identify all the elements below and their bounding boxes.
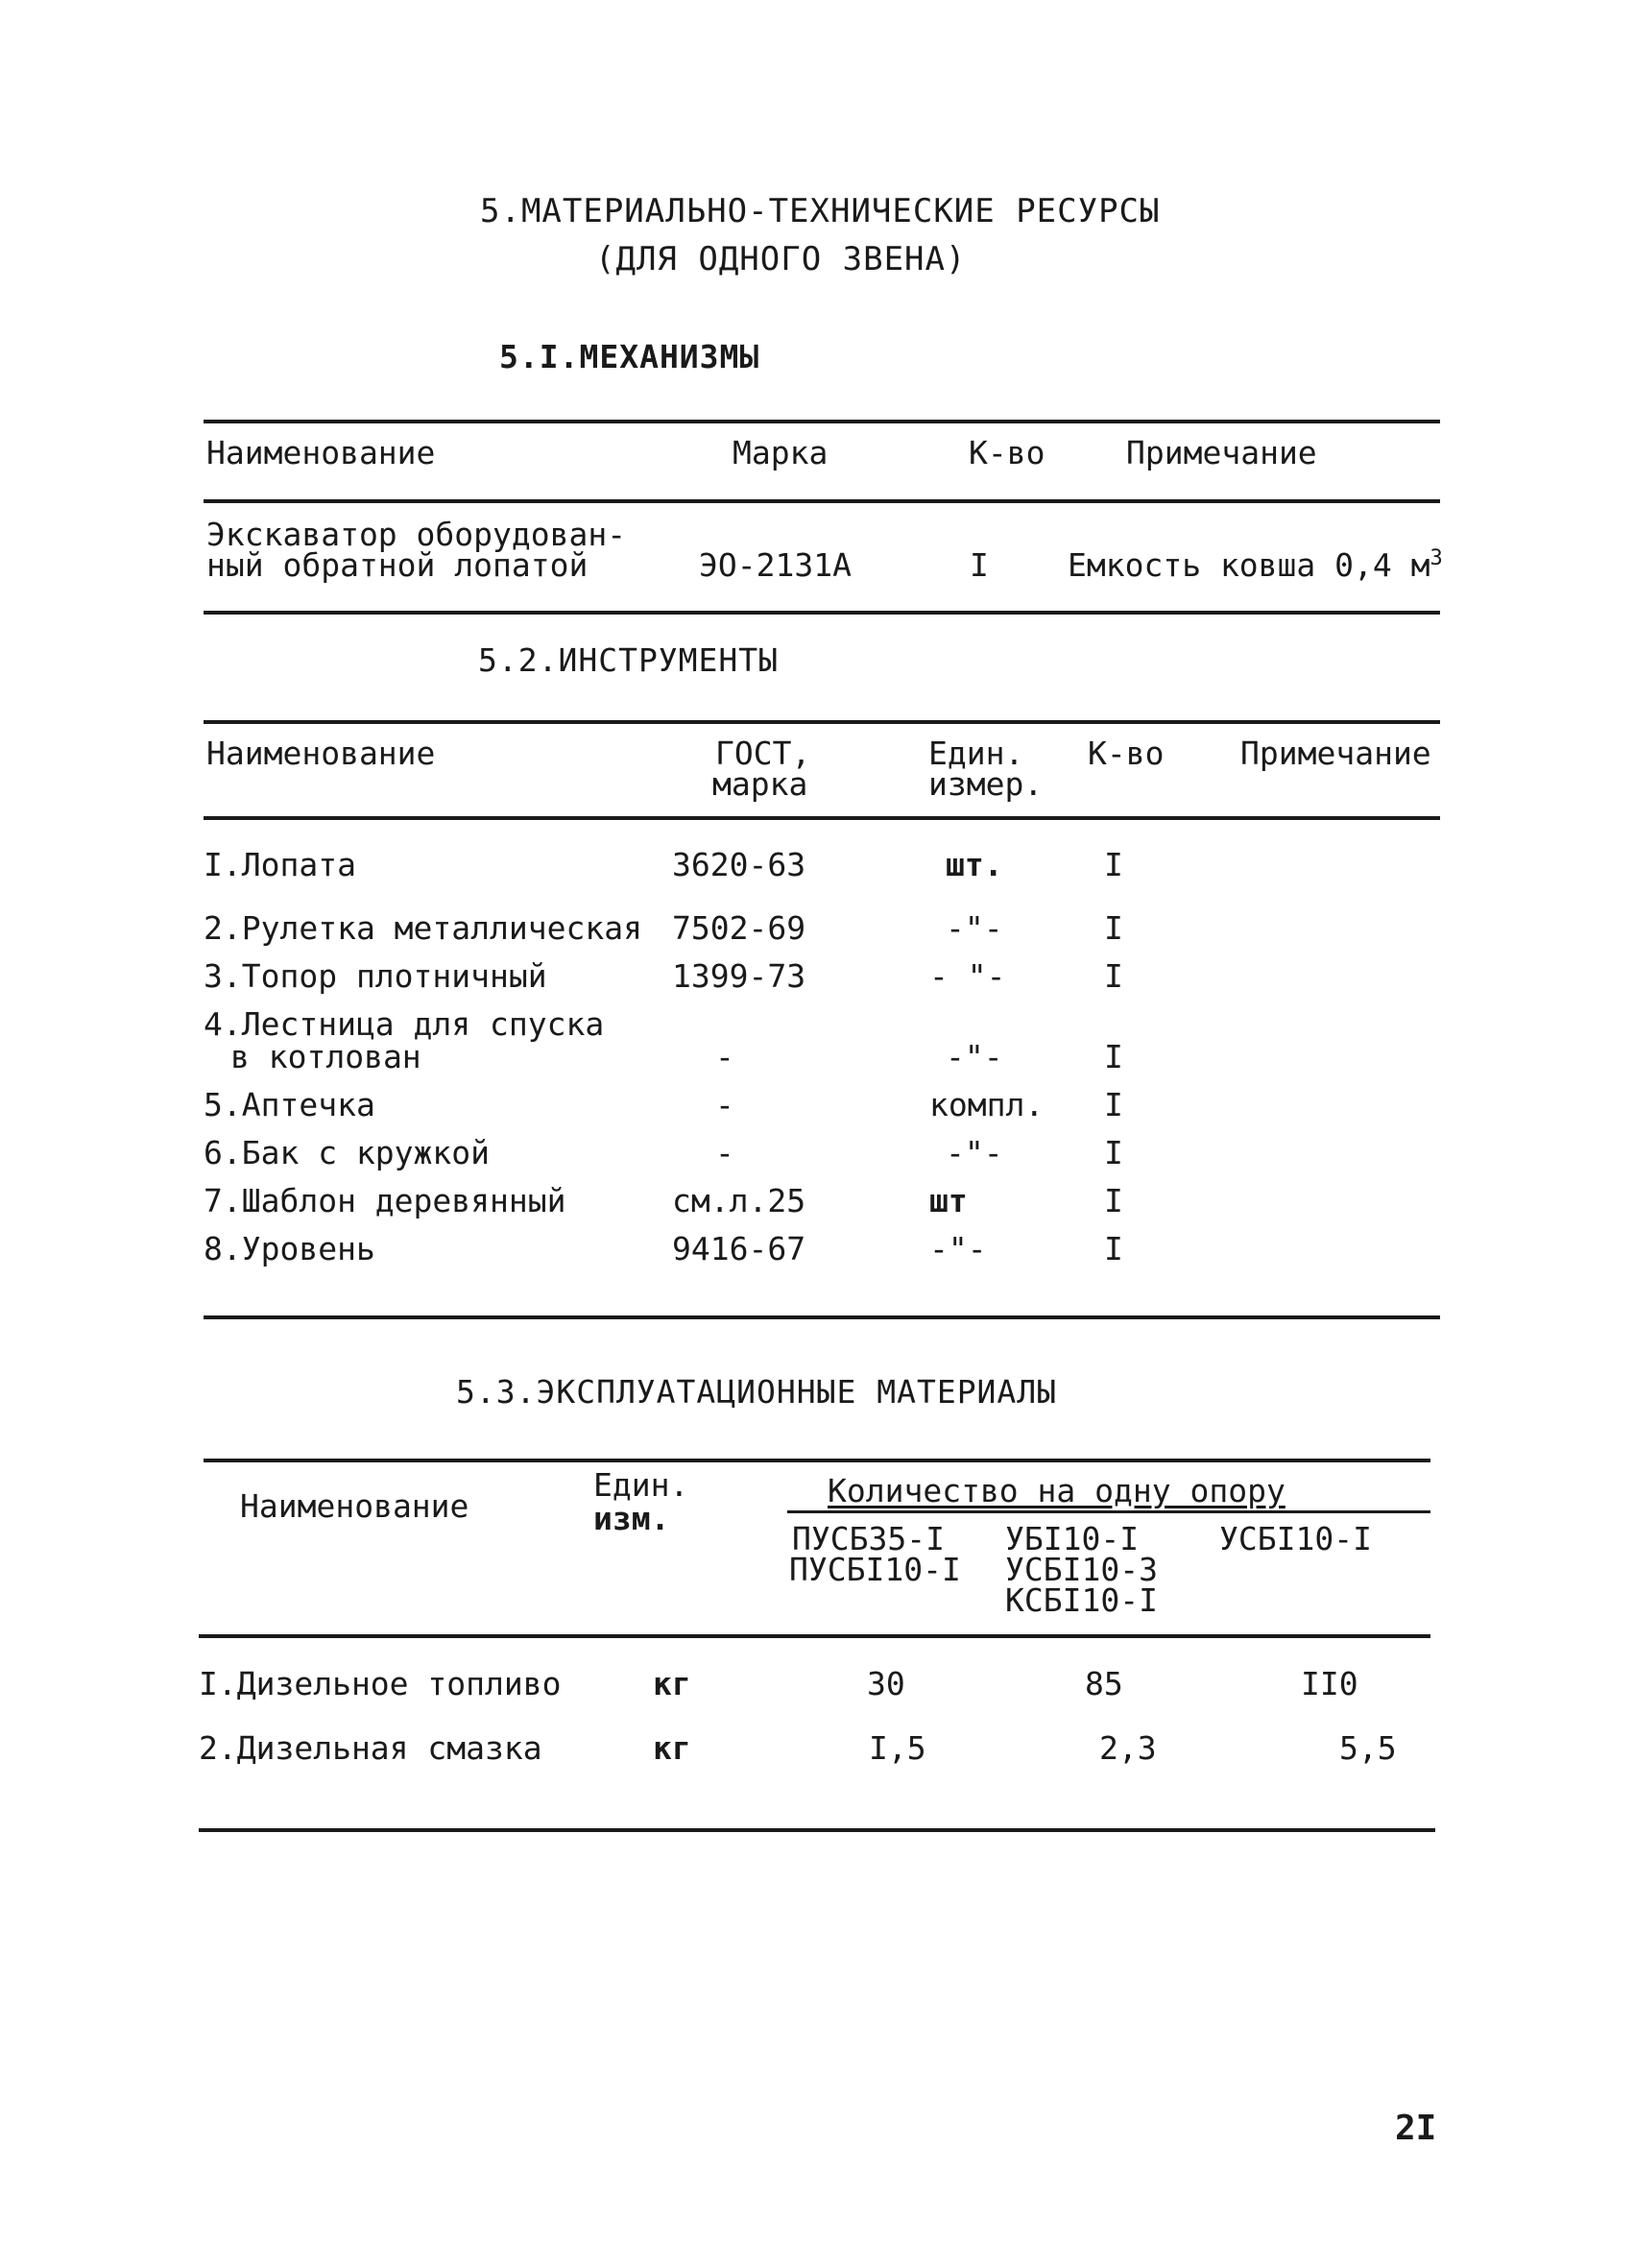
table1-header-name: Наименование — [206, 434, 436, 471]
table2-row-qty: I — [1104, 1230, 1123, 1267]
table3-row-c1: I,5 — [869, 1729, 926, 1767]
table2-row-gost: 3620-63 — [672, 846, 806, 883]
table1-header-brand: Марка — [733, 434, 829, 471]
table2-header-unit-line1: Един. — [928, 735, 1024, 772]
table2-row-name: 4.Лестница для спуска — [204, 1005, 605, 1043]
table2-row-unit: -"- — [946, 1038, 1003, 1075]
table2-row-name: 6.Бак с кружкой — [204, 1134, 491, 1171]
table2-row-unit: -"- — [929, 1230, 987, 1267]
table3-row-c3: 5,5 — [1339, 1729, 1397, 1767]
main-title-line1: 5.МАТЕРИАЛЬНО-ТЕХНИЧЕСКИЕ РЕСУРСЫ — [480, 192, 1161, 230]
table3-header-name: Наименование — [240, 1487, 469, 1525]
table3-header-col3-line1: УСБI10-I — [1219, 1520, 1372, 1557]
section-title-tools: 5.2.ИНСТРУМЕНТЫ — [478, 641, 780, 679]
table1-header-qty: К-во — [969, 434, 1045, 471]
table2-row-unit: - "- — [929, 957, 1006, 995]
table2-row-unit: компл. — [929, 1086, 1045, 1123]
table2-header-note: Примечание — [1240, 735, 1431, 772]
table3-row-c1: 30 — [867, 1665, 905, 1702]
table2-row-qty: I — [1104, 909, 1123, 947]
table2-row-qty: I — [1104, 1086, 1123, 1123]
table2-row-unit: -"- — [946, 909, 1003, 947]
table1-row-brand: ЭО-2131А — [699, 546, 852, 584]
table2-header-name: Наименование — [206, 735, 436, 772]
table1-row-name-line1: Экскаватор оборудован- — [206, 516, 627, 553]
table3-header-unit-line1: Един. — [593, 1466, 689, 1504]
table3-group-rule — [787, 1510, 1430, 1513]
section-title-mechanisms: 5.I.МЕХАНИЗМЫ — [499, 338, 760, 375]
table2-row-name: 2.Рулетка металлическая — [204, 909, 642, 947]
table3-row-name: 2.Дизельная смазка — [199, 1729, 542, 1767]
table1-header-rule — [204, 499, 1440, 503]
table3-row-c2: 2,3 — [1099, 1729, 1157, 1767]
table2-row-name: I.Лопата — [204, 846, 356, 883]
table2-header-rule — [204, 816, 1440, 820]
table2-row-qty: I — [1104, 1134, 1123, 1171]
table3-row-unit: кг — [653, 1665, 691, 1702]
table3-bottom-rule — [199, 1828, 1435, 1832]
table2-header-gost-line1: ГОСТ, — [715, 735, 811, 772]
table2-row-qty: I — [1104, 1038, 1123, 1075]
table3-row-c3: II0 — [1301, 1665, 1358, 1702]
table1-row-note — [1068, 546, 1443, 584]
table1-header-note: Примечание — [1126, 434, 1317, 471]
table2-row-name: 3.Топор плотничный — [204, 957, 547, 995]
section-title-materials: 5.3.ЭКСПЛУАТАЦИОННЫЕ МАТЕРИАЛЫ — [456, 1373, 1058, 1411]
table1-row-name-line2: ный обратной лопатой — [206, 546, 589, 584]
table2-row-gost: 1399-73 — [672, 957, 806, 995]
table2-row-name: 7.Шаблон деревянный — [204, 1182, 566, 1219]
table2-top-rule — [204, 720, 1440, 724]
table3-header-unit-line2: изм. — [593, 1500, 670, 1537]
table2-row-gost: см.л.25 — [672, 1182, 806, 1219]
table3-row-unit: кг — [653, 1729, 691, 1767]
table2-row-name: 5.Аптечка — [204, 1086, 375, 1123]
table2-row-name-cont: в котлован — [230, 1038, 421, 1075]
table2-header-qty: К-во — [1088, 735, 1165, 772]
table2-row-gost: 7502-69 — [672, 909, 806, 947]
table2-bottom-rule — [204, 1315, 1440, 1319]
table1-top-rule — [204, 420, 1440, 423]
table2-header-unit-line2: измер. — [928, 765, 1044, 803]
table2-row-gost: - — [715, 1086, 734, 1123]
table1-row-qty: I — [970, 546, 989, 584]
table2-row-unit: шт — [929, 1182, 968, 1219]
table2-row-name: 8.Уровень — [204, 1230, 375, 1267]
table3-header-qty-group: Количество на одну опору — [828, 1472, 1286, 1509]
main-title-line2: (ДЛЯ ОДНОГО ЗВЕНА) — [595, 240, 967, 278]
table2-row-gost: 9416-67 — [672, 1230, 806, 1267]
table3-header-rule — [199, 1634, 1430, 1638]
table1-row-note-text: Емкость ковша 0,4 м — [1068, 546, 1430, 584]
table3-header-col2-line3: КСБI10-I — [1005, 1581, 1158, 1619]
table3-row-name: I.Дизельное топливо — [199, 1665, 562, 1702]
table2-row-gost: - — [715, 1134, 734, 1171]
table1-bottom-rule — [204, 611, 1440, 615]
table2-row-gost: - — [715, 1038, 734, 1075]
table2-row-qty: I — [1104, 1182, 1123, 1219]
table3-header-col2-line2: УСБI10-3 — [1005, 1551, 1158, 1588]
table3-header-col1-line1: ПУСБ35-I — [792, 1520, 945, 1557]
page-number: 2I — [1395, 2109, 1437, 2148]
table3-row-c2: 85 — [1085, 1665, 1123, 1702]
table2-row-qty: I — [1104, 846, 1123, 883]
table2-header-gost-line2: марка — [712, 765, 808, 803]
table2-row-unit: -"- — [946, 1134, 1003, 1171]
table1-row-note-sup: 3 — [1430, 546, 1443, 570]
table3-header-col1-line2: ПУСБI10-I — [789, 1551, 961, 1588]
table2-row-qty: I — [1104, 957, 1123, 995]
table2-row-unit: шт. — [946, 846, 1003, 883]
table3-top-rule — [204, 1459, 1430, 1462]
table3-header-col2-line1: УБI10-I — [1005, 1520, 1140, 1557]
